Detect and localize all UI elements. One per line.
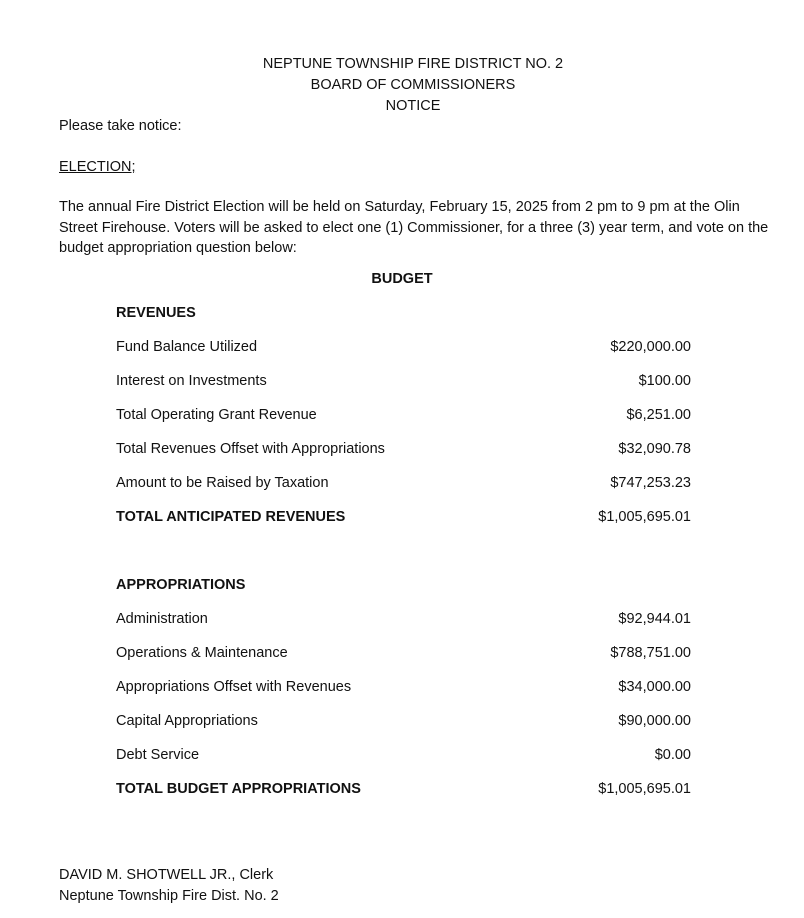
revenue-row xyxy=(116,371,691,405)
election-section-label: ELECTION; xyxy=(59,159,136,175)
revenues-total-amount: $1,005,695.01 xyxy=(598,509,691,525)
appropriation-amount: $0.00 xyxy=(654,747,691,763)
revenue-amount: $220,000.00 xyxy=(610,339,691,355)
revenue-label: Interest on Investments xyxy=(116,373,267,389)
revenues-total-label: TOTAL ANTICIPATED REVENUES xyxy=(116,509,346,525)
board-name: BOARD OF COMMISSIONERS xyxy=(310,77,516,93)
revenue-row xyxy=(116,337,691,371)
election-paragraph: The annual Fire District Election will be held on Saturday, February 15, 2025 from 2 pm to 9 pm at the Olin Street Firehouse. Voters will be asked to elect one (1) Commissioner, for a three (3) year term, and vote on the budget appropriation question below: xyxy=(59,199,769,256)
appropriation-row xyxy=(116,711,691,745)
revenue-row xyxy=(116,439,691,473)
appropriations-total-amount: $1,005,695.01 xyxy=(598,781,691,797)
revenue-row xyxy=(116,473,691,507)
clerk-name: DAVID M. SHOTWELL JR., Clerk xyxy=(59,867,274,883)
revenue-label: Fund Balance Utilized xyxy=(116,339,258,355)
revenue-label: Total Revenues Offset with Appropriations xyxy=(116,441,385,457)
revenues-table xyxy=(116,303,691,541)
appropriation-row xyxy=(116,677,691,711)
appropriation-row xyxy=(116,609,691,643)
appropriations-table xyxy=(116,575,691,813)
appropriation-amount: $92,944.01 xyxy=(618,611,691,627)
appropriations-total-row xyxy=(116,779,691,813)
appropriations-total-label: TOTAL BUDGET APPROPRIATIONS xyxy=(116,781,361,797)
appropriation-amount: $90,000.00 xyxy=(618,713,691,729)
intro-text: Please take notice: xyxy=(59,118,182,134)
revenue-amount: $747,253.23 xyxy=(610,475,691,491)
district-name: NEPTUNE TOWNSHIP FIRE DISTRICT NO. 2 xyxy=(262,56,564,72)
appropriation-row xyxy=(116,643,691,677)
revenues-total-row xyxy=(116,507,691,541)
revenue-row xyxy=(116,405,691,439)
district-org: Neptune Township Fire Dist. No. 2 xyxy=(59,888,279,904)
appropriation-label: Capital Appropriations xyxy=(116,713,258,729)
revenue-label: Total Operating Grant Revenue xyxy=(116,407,317,423)
revenue-amount: $32,090.78 xyxy=(618,441,691,457)
appropriation-label: Debt Service xyxy=(116,747,200,763)
revenue-amount: $6,251.00 xyxy=(626,407,691,423)
appropriation-label: Appropriations Offset with Revenues xyxy=(116,679,352,695)
appropriation-row xyxy=(116,745,691,779)
appropriation-label: Operations & Maintenance xyxy=(116,645,288,661)
appropriation-amount: $34,000.00 xyxy=(618,679,691,695)
notice-title: NOTICE xyxy=(385,98,441,114)
appropriation-label: Administration xyxy=(116,611,208,627)
appropriation-amount: $788,751.00 xyxy=(610,645,691,661)
appropriations-heading: APPROPRIATIONS xyxy=(116,577,246,593)
budget-title: BUDGET xyxy=(371,271,433,287)
revenues-heading: REVENUES xyxy=(116,305,196,321)
signature-block xyxy=(59,865,279,907)
notice-header xyxy=(0,54,804,117)
revenue-amount: $100.00 xyxy=(638,373,691,389)
revenue-label: Amount to be Raised by Taxation xyxy=(116,475,329,491)
